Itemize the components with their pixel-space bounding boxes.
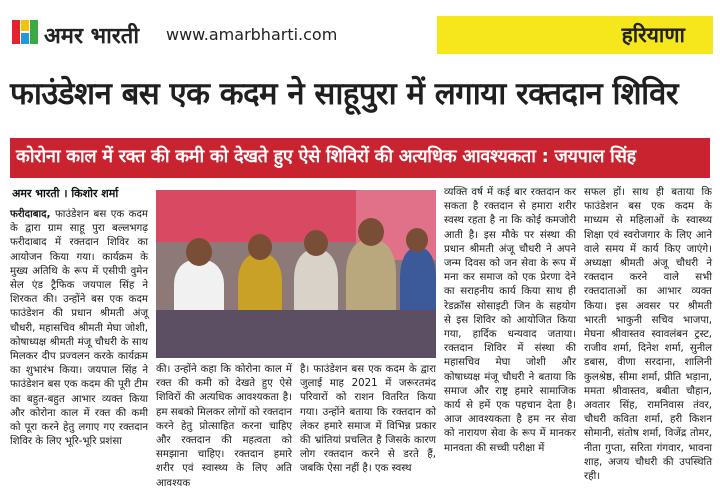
subhead: कोरोना काल में रक्त की कमी को देखते हुए ऐसे शिविरों की अत्यधिक आवश्यकता : जयपाल सिंह	[16, 146, 636, 167]
brand-name: अमर भारती	[44, 23, 140, 49]
masthead	[0, 0, 720, 66]
article-column-1	[10, 208, 148, 449]
article-column-5: सफल हों। साथ ही बताया कि फाउंडेशन बस एक कदम के माध्यम से महिलाओं के स्वास्थ्य शिक्षा एवं स्वरोजगार के लिए आने वाले समय में कार्य किए जाएंगे। अध्यक्षा श्रीमती अंजू चौधरी ने रक्तदान करने वाले सभी रक्तदाताओं का आभार व्यक्त किया। इस अवसर पर श्रीमती भारती भाकुनी सचिव भाजपा, मेघना श्रीवास्तव स्वावलंबन ट्रस्ट, राजीव शर्मा, दिनेश शर्मा, सुनील डबास, वीणा सरदाना, शालिनी कुलश्रेष्ठ, सीमा शर्मा, प्रीति भड़ाना, ममता श्रीवास्तव, बबीता चौहान, अवतार सिंह, रामनिवास तंवर, चौधरी कविता शर्मा, हरी किशन सोमानी, संतोष शर्मा, विजेंद्र तोमर, नीता गुप्ता, सरिता गंगवार, भावना शाह, अजय चौधरी की उपस्थिति रही।	[584, 187, 712, 483]
article-column-4: व्यक्ति वर्ष में कई बार रक्तदान कर सकता है रक्तदान से हमारा शरीर स्वस्थ रहता है ना कि कोई कमजोरी आती है। इस मौके पर संस्था की प्रधान श्रीमती अंजू चौधरी ने अपने जन्म दिवस को जन सेवा के रूप में मना कर समाज को एक प्रेरणा देने का सराहनीय कार्य किया साथ ही रेडक्रॉस सोसाइटी जिन के सहयोग से इस शिविर को आयोजित किया गया, हार्दिक धन्यवाद जताया।रक्तदान शिविर में संस्था की महासचिव मेघा जोशी और कोषाध्यक्ष मंजू चौधरी ने बताया कि समाज और राष्ट्र हमारे सामाजिक कार्य से हमें एक पहचान देता है। आज आवश्यकता है हम नर सेवा को नारायण सेवा के रूप में मानकर मानवता की सच्ची परीक्षा में	[444, 187, 576, 454]
site-url: www.amarbharti.com	[166, 25, 338, 44]
headline: फाउंडेशन बस एक कदम ने साहूपुरा में लगाया रक्तदान शिविर	[10, 76, 679, 112]
section-label: हरियाणा	[621, 22, 685, 47]
article-column-3: है। फाउंडेशन बस एक कदम के द्वारा जुलाई माह 2021 में जरूरतमंद परिवारों को राशन वितरित किया गया। उन्होंने बताया कि रक्तदान को लेकर हमारे समाज में विभिन्न प्रकार की भ्रांतियां प्रचलित है जिसके कारण लोग रक्तदान करने से डरते हैं, जबकि ऐसा नहीं है। एक स्वस्थ	[300, 364, 436, 475]
byline: अमर भारती । किशोर शर्मा	[12, 187, 119, 200]
logo-icon	[12, 20, 38, 44]
section-tag	[437, 16, 713, 54]
column-1-text: फाउंडेशन बस एक कदम के द्वारा ग्राम साहू पुरा बल्लभगढ़ फरीदाबाद में रक्तदान शिविर का आयोजन किया गया। कार्यक्रम के मुख्य अतिथि के रूप में एसीपी वुमेन सेल एंड ट्रैफिक जयपाल सिंह ने शिरकत की। उन्होंने बस एक कदम फाउंडेशन की प्रधान श्रीमती अंजू चौधरी, महासचिव श्रीमती मेघा जोशी, कोषाध्यक्ष श्रीमती मंजू चौधरी के साथ मिलकर दीप प्रज्वलन करके कार्यक्रम का शुभारंभ किया। जयपाल सिंह ने फाउंडेशन बस एक कदम की पूरी टीम का बहुत-बहुत आभार व्यक्त किया और कोरोना काल में रक्त की कमी को पूरा करने हेतु लगाए गए रक्तदान शिविर के लिए भूरि-भूरि प्रशंसा	[10, 209, 149, 448]
subhead-bar	[10, 138, 710, 178]
dateline: फरीदाबाद,	[10, 209, 51, 220]
blood-donation-camp-photo	[156, 190, 436, 358]
article-column-2: की। उन्होंने कहा कि कोरोना काल में रक्त की कमी को देखते हुए ऐसे शिविरों की अत्यधिक आवश्यकता है। हम सबको मिलकर लोगों को रक्तदान करने हेतु प्रोत्साहित करना चाहिए और रक्तदान की महत्वता को समझाना चाहिए। रक्तदान हमारे शरीर एवं स्वास्थ्य के लिए अति आवश्यक	[156, 364, 293, 489]
